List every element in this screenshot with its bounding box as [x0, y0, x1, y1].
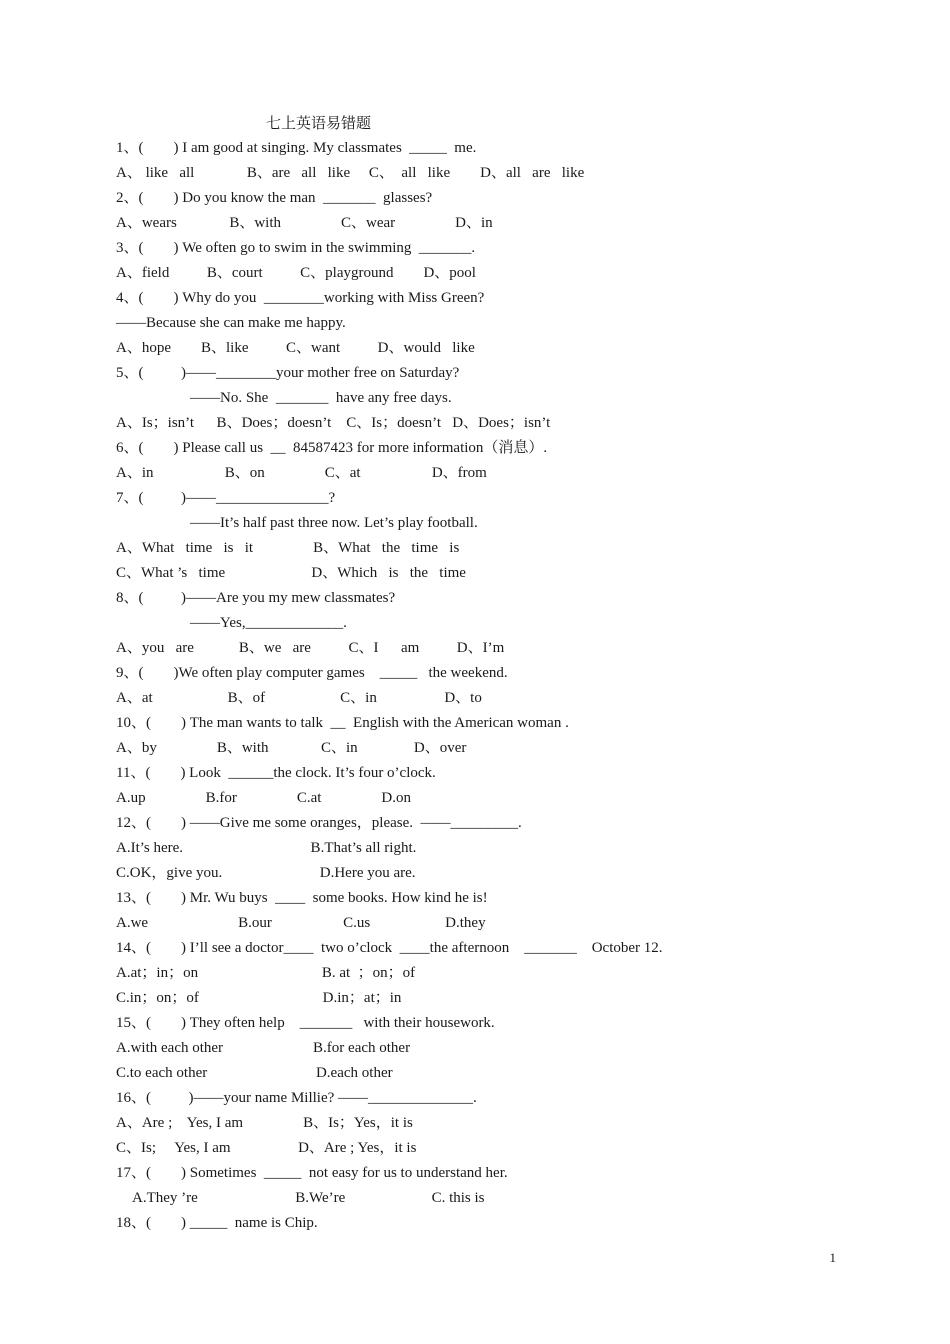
options-2: A、wears B、with C、wear D、in — [116, 215, 493, 231]
options-12a: A.It’s here. B.That’s all right. — [116, 840, 417, 856]
options-7b: C、What ’s time D、Which is the time — [116, 565, 466, 581]
options-8: A、you are B、we are C、I am D、I’m — [116, 640, 505, 656]
options-17: A.They ’re B.We’re C. this is — [132, 1190, 485, 1206]
options-4: A、hope B、like C、want D、would like — [116, 340, 475, 356]
options-10: A、by B、with C、in D、over — [116, 740, 467, 756]
options-15b: C.to each other D.each other — [116, 1065, 393, 1081]
question-10: 10、( ) The man wants to talk __ English with the American woman . — [116, 715, 569, 731]
question-1: 1、( ) I am good at singing. My classmates _____ me. — [116, 140, 477, 156]
options-3: A、field B、court C、playground D、pool — [116, 265, 476, 281]
options-5: A、Is；isn’t B、Does；doesn’t C、Is；doesn’t D、Does；isn’t — [116, 415, 551, 431]
options-15a: A.with each other B.for each other — [116, 1040, 411, 1056]
options-9: A、at B、of C、in D、to — [116, 690, 482, 706]
question-3: 3、( ) We often go to swim in the swimming _______. — [116, 240, 476, 256]
question-2: 2、( ) Do you know the man _______ glasses? — [116, 190, 433, 206]
options-16b: C、Is; Yes, I am D、Are ; Yes，it is — [116, 1140, 417, 1156]
question-12: 12、( ) ——Give me some oranges，please. ——_________. — [116, 815, 522, 831]
options-12b: C.OK，give you. D.Here you are. — [116, 865, 416, 881]
question-8-reply: ——Yes,_____________. — [190, 615, 347, 631]
options-13: A.we B.our C.us D.they — [116, 915, 486, 931]
question-6: 6、( ) Please call us __ 84587423 for more information（消息）. — [116, 440, 548, 456]
question-5-reply: ——No. She _______ have any free days. — [190, 390, 452, 406]
question-5: 5、( )——________your mother free on Saturday? — [116, 365, 460, 381]
question-13: 13、( ) Mr. Wu buys ____ some books. How kind he is! — [116, 890, 488, 906]
question-7-reply: ——It’s half past three now. Let’s play football. — [190, 515, 478, 531]
options-7a: A、What time is it B、What the time is — [116, 540, 460, 556]
page-title: 七上英语易错题 — [266, 116, 372, 132]
question-9: 9、( )We often play computer games _____ the weekend. — [116, 665, 508, 681]
question-18: 18、( ) _____ name is Chip. — [116, 1215, 318, 1231]
question-4: 4、( ) Why do you ________working with Miss Green? — [116, 290, 485, 306]
question-7: 7、( )——_______________? — [116, 490, 336, 506]
question-8: 8、( )——Are you my mew classmates? — [116, 590, 396, 606]
options-16a: A、Are ; Yes, I am B、Is；Yes，it is — [116, 1115, 413, 1131]
question-17: 17、( ) Sometimes _____ not easy for us to understand her. — [116, 1165, 508, 1181]
question-15: 15、( ) They often help _______ with their housework. — [116, 1015, 495, 1031]
question-14: 14、( ) I’ll see a doctor____ two o’clock ____the afternoon _______ October 12. — [116, 940, 663, 956]
page-number: 1 — [829, 1250, 836, 1265]
question-11: 11、( ) Look ______the clock. It’s four o’clock. — [116, 765, 436, 781]
options-14b: C.in；on；of D.in；at；in — [116, 990, 402, 1006]
question-16: 16、( )——your name Millie? ——______________. — [116, 1090, 477, 1106]
options-6: A、in B、on C、at D、from — [116, 465, 487, 481]
question-4-reply: ——Because she can make me happy. — [116, 315, 346, 331]
options-1: A、 like all B、are all like C、 all like D、all are like — [116, 165, 585, 181]
options-11: A.up B.for C.at D.on — [116, 790, 411, 806]
options-14a: A.at；in；on B. at ；on；of — [116, 965, 416, 981]
